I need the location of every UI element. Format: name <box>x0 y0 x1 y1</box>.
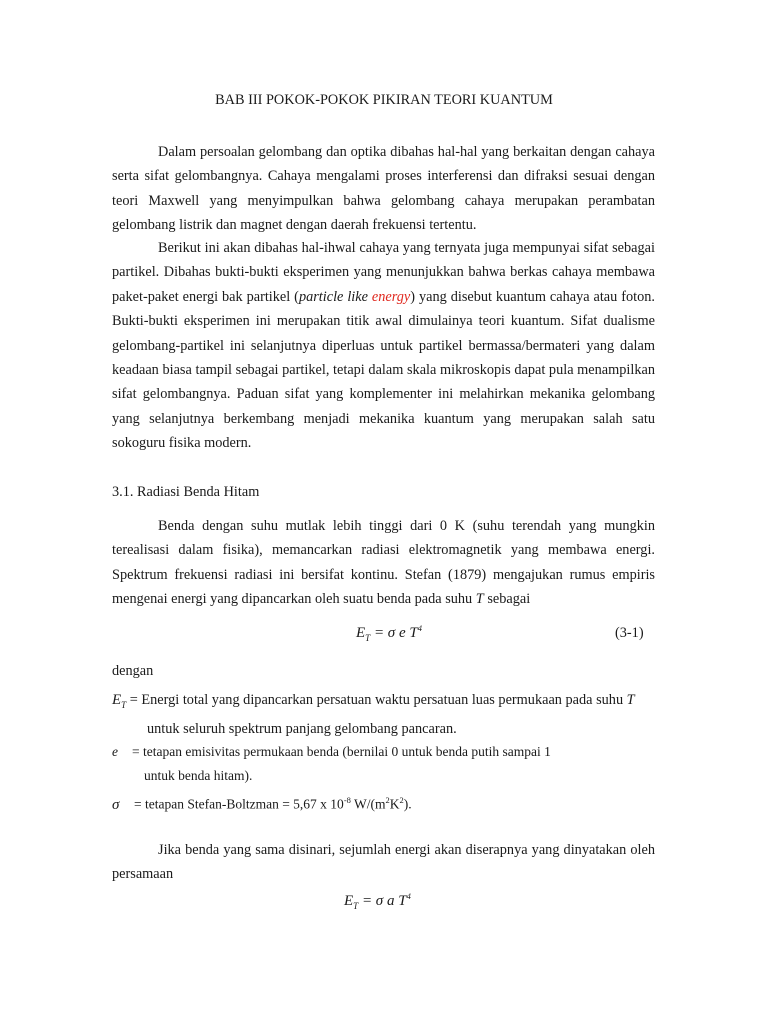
paragraph-intro: Dalam persoalan gelombang dan optika dibahas hal-hal yang berkaitan dengan cahaya serta sifat gelombangnya. Cahaya mengalami proses interferensi dan difraksi sesuai dengan teori Maxwell yang menyimpulkan bahwa gelombang cahaya merupakan perambatan gelombang listrik dan magnet dengan daerah frekuensi tertentu. <box>112 144 655 234</box>
definition-et <box>112 688 655 741</box>
def-sigma-text-c: K <box>389 796 400 812</box>
eq1-rhs: = σ e T <box>370 625 418 641</box>
chapter-title: BAB III POKOK-POKOK PIKIRAN TEORI KUANTUM <box>215 92 553 108</box>
paragraph-blackbody-text-b: sebagai <box>483 591 531 608</box>
paragraph-quantum <box>112 236 655 456</box>
eq2-energy-symbol: E <box>344 893 354 909</box>
equation-stefan-absorption <box>344 891 411 911</box>
def-sigma-symbol: σ <box>112 796 120 813</box>
def-et-line2: untuk seluruh spektrum panjang gelombang pancaran. <box>147 720 457 737</box>
def-e-line2: untuk benda hitam). <box>144 768 253 783</box>
def-e-line1: = tetapan emisivitas permukaan benda (bernilai 0 untuk benda putih sampai 1 <box>132 744 551 759</box>
dengan-label: dengan <box>112 663 154 679</box>
particle-like-term: particle like <box>298 288 372 305</box>
equation-stefan-emission <box>356 623 422 643</box>
eq1-energy-symbol: E <box>356 625 366 641</box>
paragraph-quantum-text-b: ) yang disebut kuantum cahaya atau foton. Bukti-bukti eksperimen ini merupakan titik awal dimulainya teori kuantum. Sifat dualisme gelombang-partikel ini selanjutnya diperluas untuk partikel bermassa/bermateri yang dalam keadaan biasa tampil sebagai partikel, tetapi dalam skala mikroskopis dapat pula menampilkan sifat gelombangnya. Paduan sifat yang komplementer ini melahirkan mekanika gelombang yang selanjutnya berkembang menjadi mekanika kuantum yang merupakan salah satu sokoguru fisika modern. <box>112 288 655 452</box>
paragraph-blackbody <box>112 514 655 612</box>
energy-term: energy <box>371 288 411 305</box>
def-sigma-text-a: = tetapan Stefan-Boltzman = 5,67 x 10 <box>134 796 344 812</box>
eq2-rhs: = σ a T <box>358 893 407 909</box>
temperature-symbol: T <box>475 591 484 608</box>
def-sigma-text-b: W/(m <box>350 796 386 812</box>
eq2-exponent: 4 <box>406 891 411 901</box>
definition-e <box>112 740 655 788</box>
def-et-T: T <box>626 692 635 708</box>
definition-sigma <box>112 788 655 817</box>
eq1-exponent: 4 <box>417 623 422 633</box>
def-et-subscript: T <box>121 699 127 710</box>
def-sigma-exp: -8 <box>343 795 351 805</box>
section-heading: 3.1. Radiasi Benda Hitam <box>112 484 260 500</box>
def-e-symbol: e <box>112 744 118 759</box>
def-et-symbol: E <box>112 692 122 708</box>
paragraph-quantum-text-a: Berikut ini akan dibahas hal-ihwal cahaya yang ternyata juga mempunyai sifat sebagai partikel. Dibahas bukti-bukti eksperimen yang menunjukkan bahwa berkas cahaya membawa paket-paket energi bak partikel ( <box>112 240 655 305</box>
equation-number: (3-1) <box>615 625 644 641</box>
eq1-subscript: T <box>365 633 371 643</box>
def-sigma-exp2: 2 <box>385 795 390 805</box>
paragraph-blackbody-text-a: Benda dengan suhu mutlak lebih tinggi dari 0 K (suhu terendah yang mungkin terealisasi dalam fisika), memancarkan radiasi elektromagnetik yang membawa energi. Spektrum frekuensi radiasi ini bersifat kontinu. Stefan (1879) mengajukan rumus empiris mengenai energi yang dipancarkan oleh suatu benda pada suhu <box>112 518 655 608</box>
def-sigma-exp3: 2 <box>399 795 404 805</box>
paragraph-absorption: Jika benda yang sama disinari, sejumlah energi akan diserapnya yang dinyatakan oleh persamaan <box>112 842 655 883</box>
def-et-text: = Energi total yang dipancarkan persatuan waktu persatuan luas permukaan pada suhu <box>126 692 627 708</box>
def-sigma-text-d: ). <box>403 796 412 812</box>
eq2-subscript: T <box>353 901 359 911</box>
